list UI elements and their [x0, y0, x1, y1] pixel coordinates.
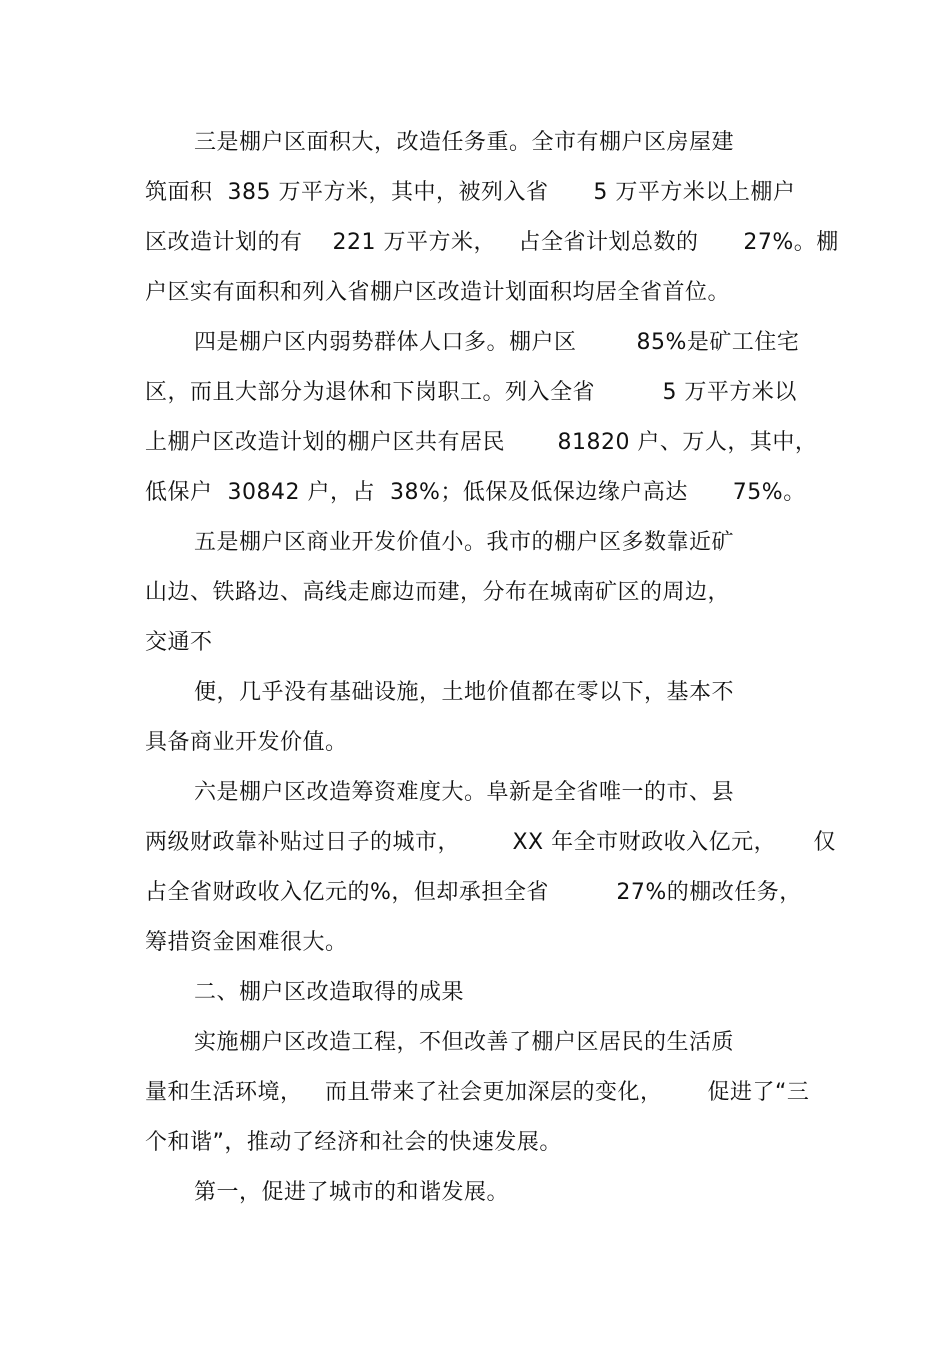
- text-line-4: 户区实有面积和列入省棚户区改造计划面积均居全省首位。: [145, 280, 731, 305]
- text-line-5: 四是棚户区内弱势群体人口多。棚户区 85%是矿工住宅: [194, 330, 800, 355]
- text-line-15: 两级财政靠补贴过日子的城市， XX 年全市财政收入亿元， 仅: [145, 830, 837, 855]
- text-line-20: 量和生活环境， 而且带来了社会更加深层的变化， 促进了“三: [145, 1080, 810, 1105]
- text-line-7: 上棚户区改造计划的棚户区共有居民 81820 户、万人，其中，: [145, 430, 818, 455]
- text-line-19: 实施棚户区改造工程，不但改善了棚户区居民的生活质: [194, 1030, 735, 1055]
- text-line-12: 便，几乎没有基础设施，土地价值都在零以下，基本不: [194, 680, 735, 705]
- text-line-9: 五是棚户区商业开发价值小。我市的棚户区多数靠近矿: [194, 530, 735, 555]
- text-line-8: 低保户 30842 户，占 38%；低保及低保边缘户高达 75%。: [145, 480, 806, 505]
- text-line-2: 筑面积 385 万平方米，其中，被列入省 5 万平方米以上棚户: [145, 180, 796, 205]
- text-line-13: 具备商业开发价值。: [145, 730, 348, 755]
- text-line-3: 区改造计划的有 221 万平方米， 占全省计划总数的 27%。棚: [145, 230, 839, 255]
- text-line-21: 个和谐”，推动了经济和社会的快速发展。: [145, 1130, 562, 1155]
- text-line-17: 筹措资金困难很大。: [145, 930, 348, 955]
- text-line-16: 占全省财政收入亿元的%，但却承担全省 27%的棚改任务，: [145, 880, 802, 905]
- text-line-6: 区，而且大部分为退休和下岗职工。列入全省 5 万平方米以: [145, 380, 797, 405]
- section-heading: 二、棚户区改造取得的成果: [194, 980, 465, 1005]
- text-line-11: 交通不: [145, 630, 213, 655]
- text-line-14: 六是棚户区改造筹资难度大。阜新是全省唯一的市、县: [194, 780, 735, 805]
- text-line-1: 三是棚户区面积大，改造任务重。全市有棚户区房屋建: [194, 130, 735, 155]
- text-line-10: 山边、铁路边、高线走廊边而建，分布在城南矿区的周边，: [145, 580, 731, 605]
- text-line-22: 第一，促进了城市的和谐发展。: [194, 1180, 510, 1205]
